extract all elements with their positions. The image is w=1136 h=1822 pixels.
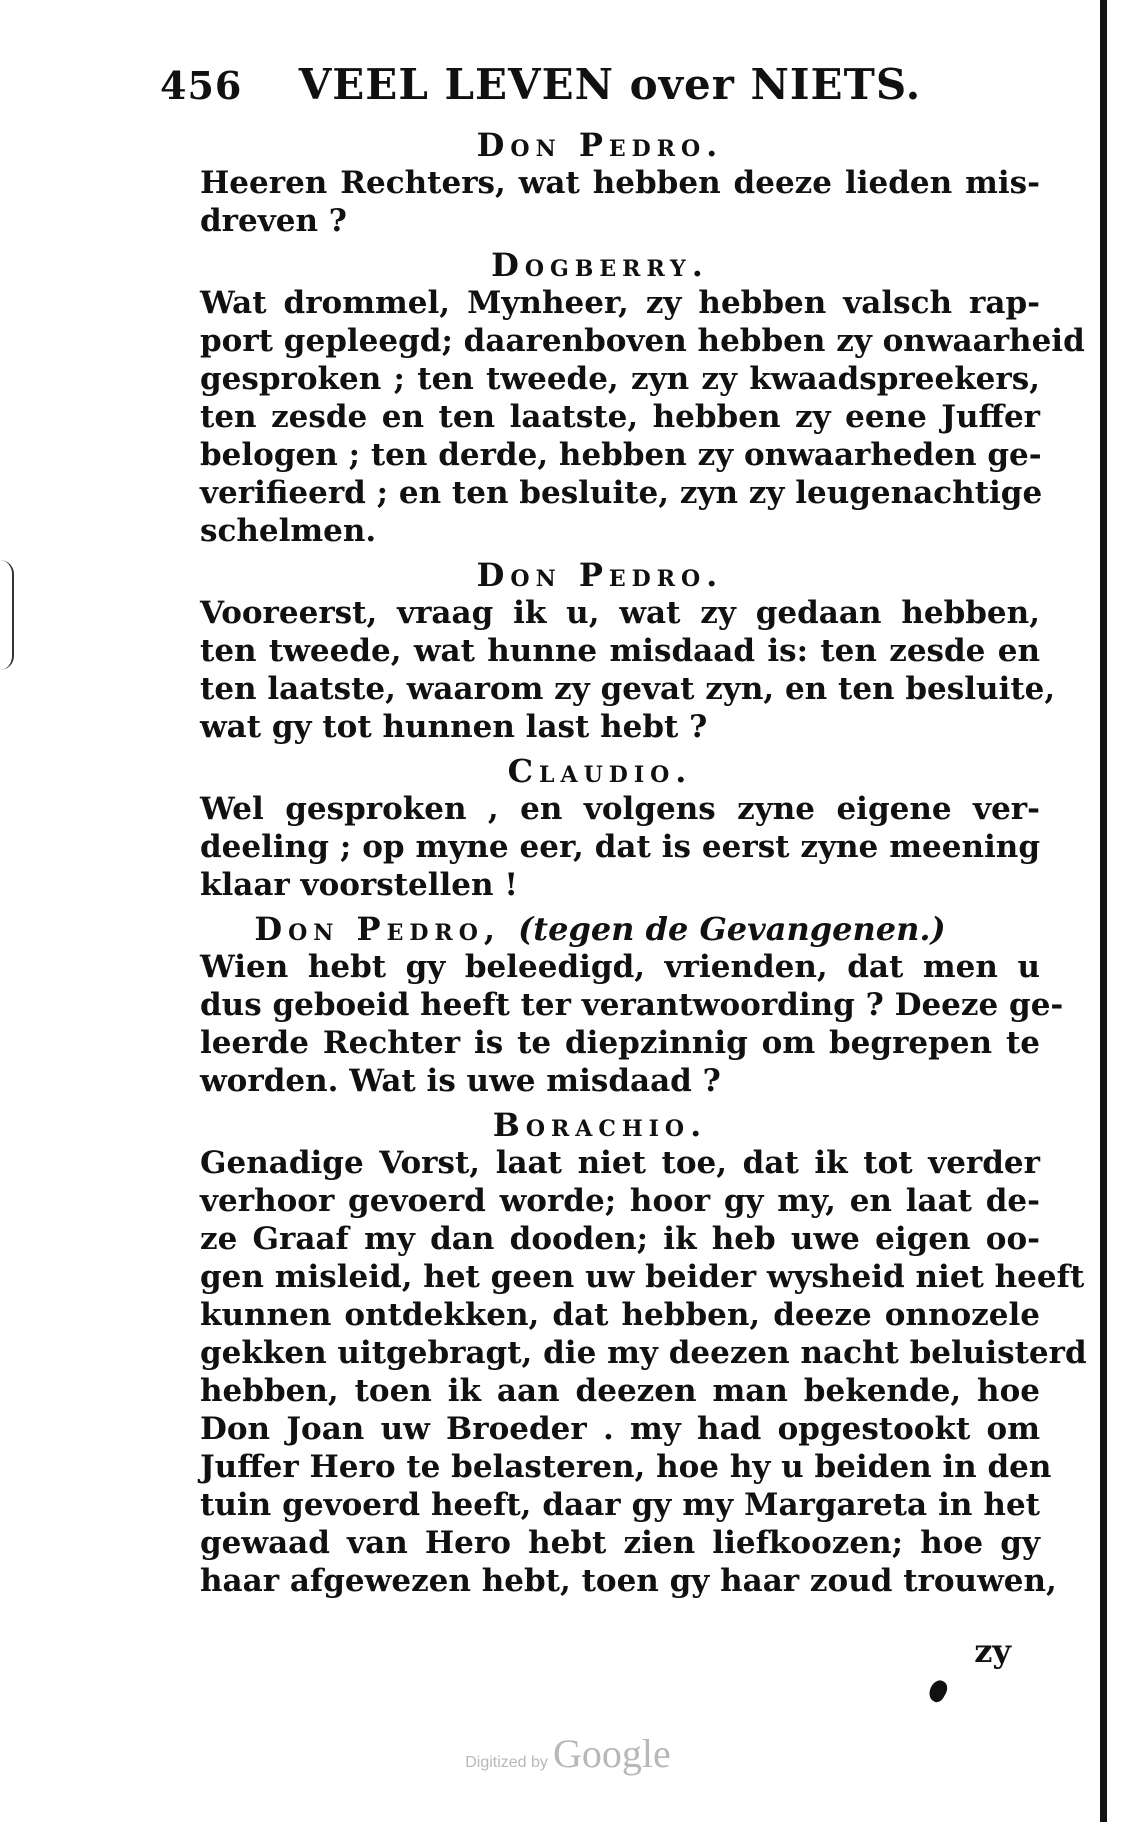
page-number: 456 [160,63,243,108]
running-title: VEEL LEVEN over NIETS. [298,60,922,109]
speech [160,1144,1087,1600]
speaker-name: Claudio. [507,752,693,790]
speech-line: Don Joan uw Broeder . my had opgestookt om [200,1411,1040,1447]
speech-line: Wel gesproken , en volgens zyne eigene ver- [200,791,1040,827]
speech-line: kunnen ontdekken, dat hebben, deeze onnozele [200,1297,1040,1333]
speech-line: Vooreerst, vraag ik u, wat zy gedaan hebben, [200,595,1040,631]
speech-line: Wien hebt gy beleedigd, vrienden, dat men u [200,949,1040,985]
speech-line: Wat drommel, Mynheer, zy hebben valsch rap- [200,285,1040,321]
speaker-name [160,910,1040,948]
speech-line: hebben, toen ik aan deezen man bekende, hoe [200,1373,1040,1409]
page-edge-left [0,560,14,670]
speech-line: Juffer Hero te belasteren, hoe hy u beiden in den [200,1449,1052,1485]
catchword: zy [974,1632,1011,1670]
speech-line: tuin gevoerd heeft, daar gy my Margareta in het [200,1487,1040,1523]
page-text [160,60,1087,1600]
speaker-name: Borachio. [492,1106,708,1144]
speech-line: leerde Rechter is te diepzinnig om begrepen te [200,1025,1040,1061]
speech [160,948,1064,1100]
speech-line: ten laatste, waarom zy gevat zyn, en ten besluite, [200,671,1056,707]
speech-line: verifieerd ; en ten besluite, zyn zy leugenachtige [200,475,1043,511]
speaker-name: Don Pedro. [476,556,724,594]
speech [160,284,1085,550]
speech-line: belogen ; ten derde, hebben zy onwaarheden ge- [200,437,1042,473]
stage-direction: (tegen de Gevangenen.) [518,910,946,948]
speech-line: dreven ? [200,203,347,239]
speech-line: schelmen. [200,513,377,549]
speech-line: Genadige Vorst, laat niet toe, dat ik tot verder [200,1145,1040,1181]
google-logo: Google [553,1731,671,1776]
digitized-watermark [0,1730,1136,1777]
speech-line: gewaad van Hero hebt zien liefkoozen; hoe gy [200,1525,1040,1561]
speech [160,164,1040,240]
running-header [160,60,1040,120]
speech-line: gesproken ; ten tweede, zyn zy kwaadspreekers, [200,361,1040,397]
page-edge-right [1100,0,1107,1822]
speech-line: ten tweede, wat hunne misdaad is: ten zesde en [200,633,1040,669]
speech-line: port gepleegd; daarenboven hebben zy onwaarheid [200,323,1085,359]
speaker-name-text: Don Pedro, [254,910,502,948]
speaker-name: Dogberry. [491,246,709,284]
speech-line: gen misleid, het geen uw beider wysheid niet heeft [200,1259,1085,1295]
speech-line: worden. Wat is uwe misdaad ? [200,1063,721,1099]
speech-line: verhoor gevoerd worde; hoor gy my, en laat de- [200,1183,1040,1219]
ink-blot [926,1677,951,1704]
speech-line: Heeren Rechters, wat hebben deeze lieden mis- [200,165,1040,201]
speech-line: ten zesde en ten laatste, hebben zy eene Juffer [200,399,1040,435]
speech-line: wat gy tot hunnen last hebt ? [200,709,708,745]
speech [160,790,1040,904]
speech-line: haar afgewezen hebt, toen gy haar zoud trouwen, [200,1563,1057,1599]
speech-line: gekken uitgebragt, die my deezen nacht beluisterd [200,1335,1087,1371]
speech-line: dus geboeid heeft ter verantwoording ? Deeze ge- [200,987,1064,1023]
digitized-prefix: Digitized by [465,1754,548,1771]
speech-line: klaar voorstellen ! [200,867,518,903]
speech-line: ze Graaf my dan dooden; ik heb uwe eigen oo- [200,1221,1040,1257]
speech-line: deeling ; op myne eer, dat is eerst zyne meening [200,829,1040,865]
speaker-name: Don Pedro. [476,126,724,164]
speech [160,594,1056,746]
